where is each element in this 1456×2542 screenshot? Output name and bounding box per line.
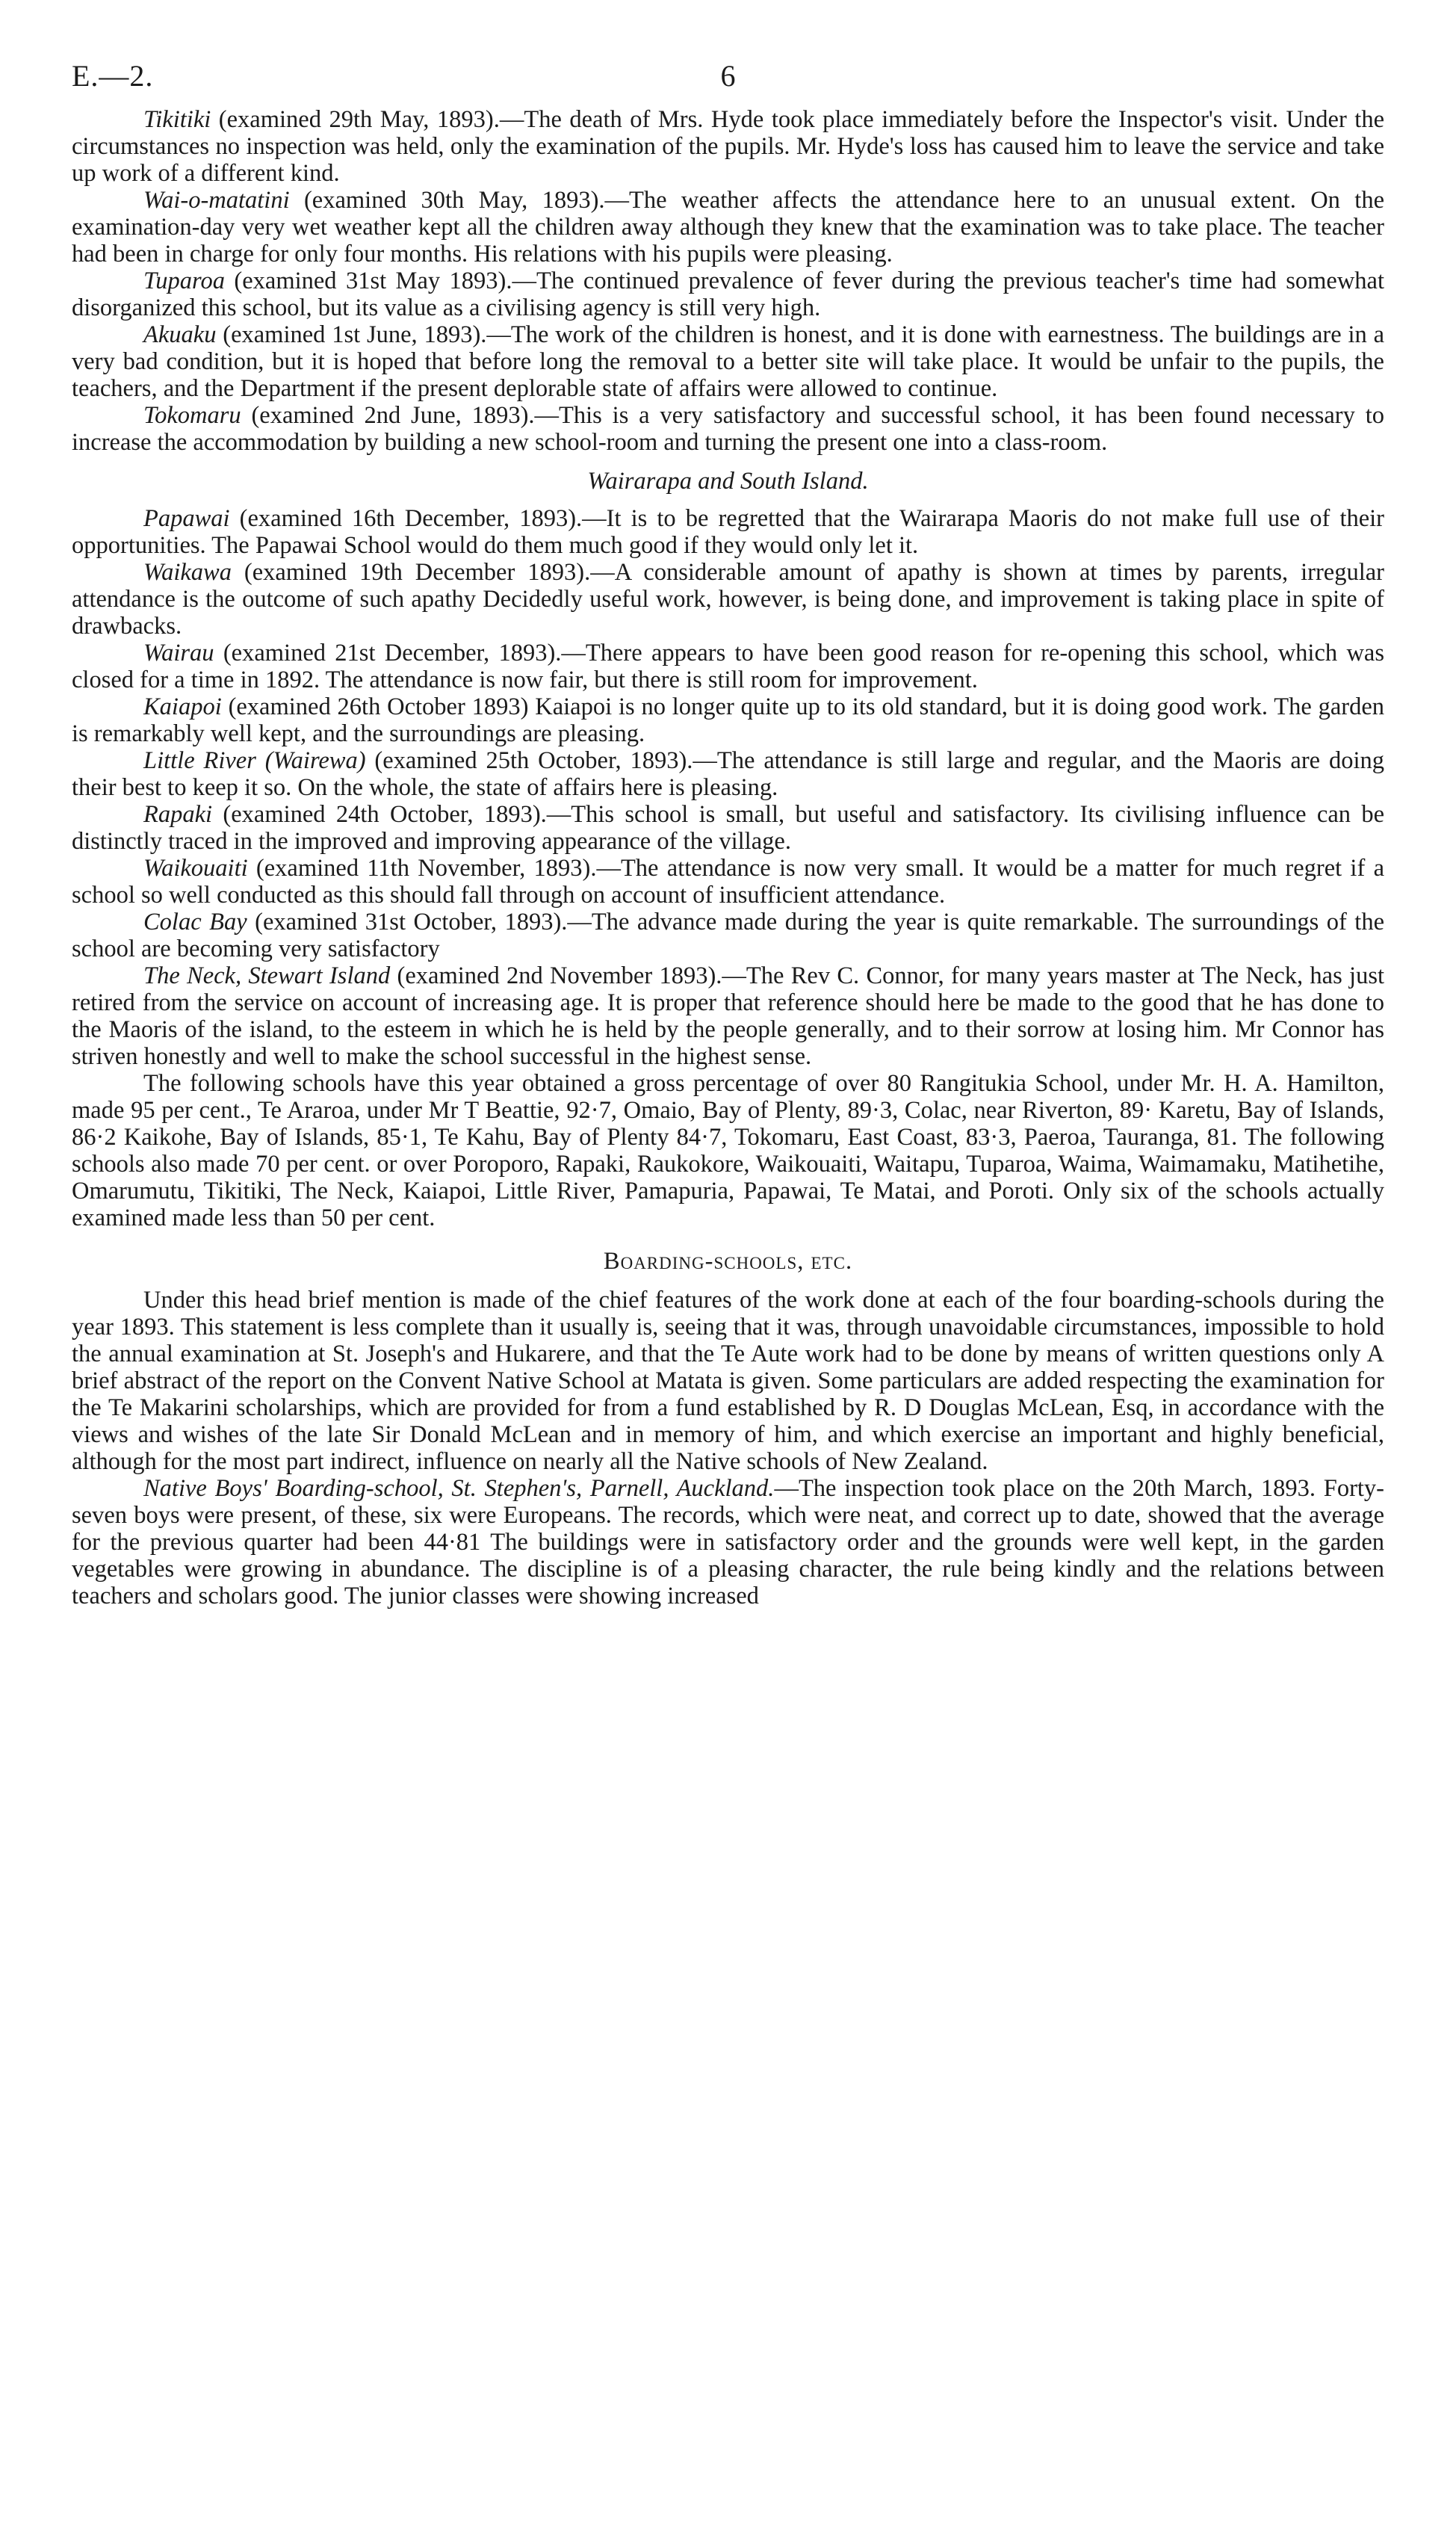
page-header [72,60,1384,106]
school-name: Akuaku [143,321,217,348]
paragraph-text: (examined 21st December, 1893).—There appears to have been good reason for re-opening this school, which was closed for a time in 1892. The attendance is now fair, but there is still room for improvement. [72,640,1384,693]
paragraph-text: (examined 11th November, 1893).—The attendance is now very small. It would be a matter for much regret if a school so well conducted as this should fall through on account of insufficient attendance. [72,855,1384,909]
school-name: Little River [143,747,256,774]
paragraph-boarding-intro [72,1287,1384,1475]
school-name: Waikouaiti [143,855,248,882]
paragraph-text: (examined 31st October, 1893).—The advance made during the year is quite remarkable. The surroundings of the school are becoming very satisfactory [72,909,1384,962]
paragraph-text: (examined 16th December, 1893).—It is to be regretted that the Wairarapa Maoris do not make full use of their opportunities. The Papawai School would do them much good if they would only let it. [72,505,1384,559]
paragraph-papawai [72,505,1384,559]
school-name: Colac Bay [143,909,247,936]
paragraph-tikitiki [72,106,1384,187]
school-name: Tuparoa [143,268,225,294]
school-name: The Neck, Stewart Island [143,962,391,989]
paragraph-text: (examined 25th October, 1893).—The attendance is still large and regular, and the Maoris are doing their best to keep it so. On the whole, the state of affairs here is pleasing. [72,747,1384,801]
paragraph-text: (examined 29th May, 1893).—The death of Mrs. Hyde took place immediately before the Inspector's visit. Under the circumstances no inspection was held, only the examination of the pupils. Mr. Hyde's loss has caused him to leave the service and take up work of a different kind. [72,106,1384,187]
school-name: Wai-o-matatini [143,187,290,214]
paragraph-text: (examined 2nd November 1893).—The Rev C. Connor, for many years master at The Neck, has just retired from the service on account of increasing age. It is proper that reference should here be made to the good that he has done to the Maoris of the island, to the esteem in which he is held by the people generally, and to their sorrow at losing him. Mr Connor has striven honestly and well to make the school successful in the highest sense. [72,962,1384,1070]
page-number: 6 [720,59,736,93]
school-name-alt: (Wairewa) [255,747,366,774]
paragraph-rapaki [72,801,1384,855]
paragraph-text: (examined 31st May 1893).—The continued prevalence of fever during the previous teacher's time had somewhat disorganized this school, but its value as a civilising agency is still very high. [72,268,1384,321]
school-name: Tokomaru [143,402,241,429]
paragraph-text: (examined 30th May, 1893).—The weather affects the attendance here to an unusual extent. On the examination-day very wet weather kept all the children away although they knew that the examination was to take place. The teacher had been in charge for only four months. His relations with his pupils were pleasing. [72,187,1384,268]
paragraph-text: (examined 1st June, 1893).—The work of the children is honest, and it is done with earnestness. The buildings are in a very bad condition, but it is hoped that before long the removal to a better site will take place. It would be unfair to the pupils, the teachers, and the Department if the present deplorable state of affairs were allowed to continue. [72,321,1384,402]
school-name: Wairau [143,640,214,667]
school-name: Rapaki [143,801,213,828]
school-name: Tikitiki [143,106,211,133]
paragraph-percentages [72,1070,1384,1231]
paragraph-text: The following schools have this year obtained a gross percentage of over 80 Rangitukia School, under Mr. H. A. Hamilton, made 95 per cent., Te Araroa, under Mr T Beattie, 92·7, Omaio, Bay of Plenty, 89·3, Colac, near Riverton, 89· Karetu, Bay of Islands, 86·2 Kaikohe, Bay of Islands, 85·1, Te Kahu, Bay of Plenty 84·7, Tokomaru, East Coast, 83·3, Paeroa, Tauranga, 81. The following schools also made 70 per cent. or over Poroporo, Rapaki, Raukokore, Waikouaiti, Waitapu, Tuparoa, Waima, Waimamaku, Matihetihe, Omarumutu, Tikitiki, The Neck, Kaiapoi, Little River, Pamapuria, Papawai, Te Matai, and Poroti. Only six of the schools actually examined made less than 50 per cent. [72,1070,1384,1231]
report-reference: E.—2. [72,59,154,93]
paragraph-tuparoa [72,268,1384,321]
paragraph-tokomaru [72,402,1384,456]
paragraph-kaiapoi [72,693,1384,747]
paragraph-text: (examined 26th October 1893) Kaiapoi is no longer quite up to its old standard, but it is doing good work. The garden is remarkably well kept, and the surroundings are pleasing. [72,693,1384,747]
paragraph-st-stephens [72,1475,1384,1609]
paragraph-text: —The inspection took place on the 20th March, 1893. Forty-seven boys were present, of these, six were Europeans. The records, which were neat, and correct up to date, showed that the average for the previous quarter had been 44·81 The buildings were in satisfactory order and the grounds were well kept, in the garden vegetables were growing in abundance. The discipline is of a pleasing character, the rule being kindly and the relations between teachers and scholars good. The junior classes were showing increased [72,1475,1384,1609]
school-name: Papawai [143,505,230,532]
paragraph-text: Under this head brief mention is made of the chief features of the work done at each of the four boarding-schools during the year 1893. This statement is less complete than it usually is, seeing that it was, through unavoidable circumstances, impossible to hold the annual examination at St. Joseph's and Hukarere, and that the Te Aute work had to be done by means of written questions only A brief abstract of the report on the Convent Native School at Matata is given. Some particulars are added respecting the examination for the Te Makarini scholarships, which are provided for from a fund established by R. D Douglas McLean, Esq, in accordance with the views and wishes of the late Sir Donald McLean and in memory of him, and which exercise an important and highly beneficial, although for the most part indirect, influence on nearly all the Native schools of New Zealand. [72,1287,1384,1475]
paragraph-text: (examined 2nd June, 1893).—This is a very satisfactory and successful school, it has been found necessary to increase the accommodation by building a new school-room and turning the present one into a class-room. [72,402,1384,456]
paragraph-text: (examined 19th December 1893).—A considerable amount of apathy is shown at times by parents, irregular attendance is the outcome of such apathy Decidedly useful work, however, is being done, and improvement is taking place in spite of drawbacks. [72,559,1384,640]
school-name: Kaiapoi [143,693,222,720]
paragraph-text: (examined 24th October, 1893).—This school is small, but useful and satisfactory. Its civilising influence can be distinctly traced in the improved and improving appearance of the village. [72,801,1384,855]
section-heading-boarding: Boarding-schools, etc. [603,1248,853,1275]
paragraph-wai-o-matatini [72,187,1384,268]
paragraph-wairau [72,640,1384,693]
paragraph-colac-bay [72,909,1384,962]
paragraph-the-neck [72,962,1384,1070]
section-heading-wairarapa: Wairarapa and South Island. [587,468,869,495]
school-name: Native Boys' Boarding-school, St. Stephen's, Parnell, Auckland. [143,1475,775,1502]
paragraph-little-river [72,747,1384,801]
paragraph-akuaku [72,321,1384,402]
paragraph-waikawa [72,559,1384,640]
paragraph-waikouaiti [72,855,1384,909]
school-name: Waikawa [143,559,232,586]
